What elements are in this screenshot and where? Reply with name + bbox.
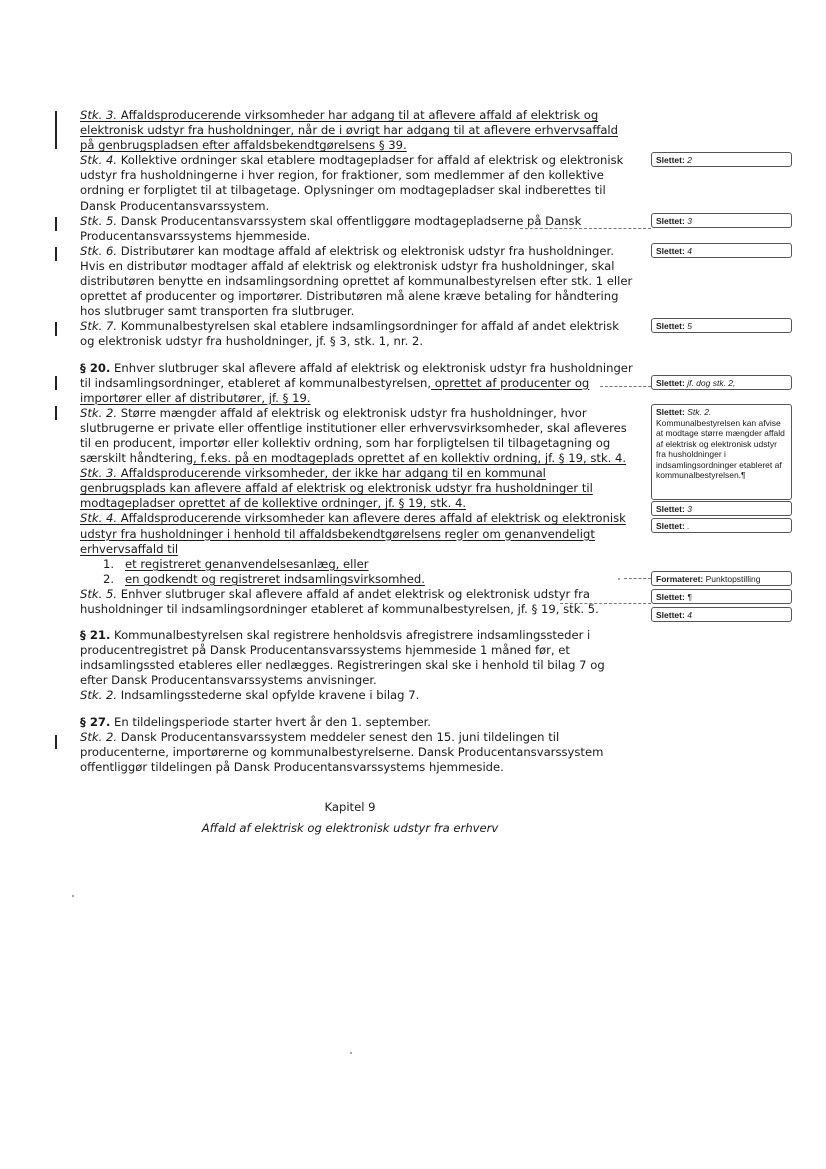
comment-balloon[interactable]: Slettet: . [651,518,792,533]
section-20: § 20. Enhver slutbruger skal aflevere affald af elektrisk og elektronisk udstyr fra husholdninger til indsamlingsordninger, etableret af kommunalbestyrelsen, oprettet af producenter og importører eller af distributører, jf. § 19. [80,360,633,405]
scan-speck [618,578,620,580]
change-bar [55,322,57,336]
section-27: § 27. En tildelingsperiode starter hvert år den 1. september. [80,714,431,729]
change-bar [55,247,57,261]
comment-balloon[interactable]: Formateret: Punktopstilling [651,571,792,586]
paragraph-stk7: Stk. 7. Kommunalbestyrelsen skal etablere indsamlingsordninger for affald af andet elektrisk og elektronisk udstyr fra husholdninger, jf. § 3, stk. 1, nr. 2. [80,319,619,349]
comment-balloon[interactable]: Slettet: 2 [651,152,792,167]
section-27-stk2: Stk. 2. Dansk Producentansvarssystem meddeler senest den 15. juni tildelingen til producenterne, importørerne og kommunalbestyrelserne. Dansk Producentansvarssystem offentliggør tildelingen på Dansk Producentansvarssystems hjemmeside. [80,729,604,774]
comment-connector [624,578,651,579]
section-21: § 21. Kommunalbestyrelsen skal registrere henholdsvis afregistrere indsamlingssteder i producentregistret på Dansk Producentansvarssystems hjemmeside 1 måned før, et indsamlingssted etableres eller nedlægges. Registreringen skal ske i henhold til bilag 7 og efter Dansk Producentansvarssystems anvisninger. [80,628,605,688]
comment-connector [600,386,651,387]
comment-balloon[interactable]: Slettet: 4 [651,607,792,622]
comment-balloon[interactable]: Slettet: 3 [651,213,792,228]
section-20-stk2: Stk. 2. Større mængder affald af elektrisk og elektronisk udstyr fra husholdninger, hvor slutbrugerne er private eller offentlige institutioner eller erhvervsvirksomheder, skal afleveres til en producent, importør eller kollektiv ordning, som har forpligtelsen til tilbagetagning og særskilt håndtering, f.eks. på en modtageplads oprettet af en kollektiv ordning, jf. § 19, stk. 4. [80,405,627,466]
list-item: 2. en godkendt og registreret indsamlingsvirksomhed. [103,571,425,586]
paragraph-stk5: Stk. 5. Dansk Producentansvarssystem skal offentliggøre modtagepladserne på Dansk Producentansvarssystems hjemmeside. [80,213,582,243]
list-item: 1. et registreret genanvendelsesanlæg, eller [103,556,369,571]
change-bar [55,376,57,390]
comment-balloon[interactable]: Slettet: jf. dog stk. 2, [651,375,792,390]
scan-speck [350,1052,352,1054]
section-20-stk4-inserted: Stk. 4. Affaldsproducerende virksomheder kan aflevere deres affald af elektrisk og elektronisk udstyr fra husholdninger i henhold til affaldsbekendtgørelsens regler om genanvendeligt erhvervsaffald til [80,511,626,556]
paragraph-stk4: Stk. 4. Kollektive ordninger skal etablere modtagepladser for affald af elektrisk og elektronisk udstyr fra husholdningerne i hver region, for fraktioner, som medlemmer af den kollektive ordning er forpligtet til at tilbagetage. Oplysninger om modtagepladser skal indberettes til Dansk Producentansvarssystem. [80,153,624,213]
change-bar [55,735,57,749]
change-bar [55,111,57,149]
section-20-stk3-inserted: Stk. 3. Affaldsproducerende virksomheder, der ikke har adgang til en kommunal genbrugsplads kan aflevere affald af elektrisk og elektronisk udstyr fra husholdninger til modtagepladser oprettet af de kollektive ordninger, jf. § 19, stk. 4. [80,466,593,511]
comment-balloon[interactable]: Slettet: ¶ [651,589,792,604]
comment-balloon[interactable]: Slettet: 5 [651,318,792,333]
document-body [65,108,635,836]
paragraph-stk3-inserted: Stk. 3. Affaldsproducerende virksomheder har adgang til at aflevere affald af elektrisk og elektronisk udstyr fra husholdninger, når de i øvrigt har adgang til at aflevere erhvervsaffald på genbrugspladsen efter affaldsbekendtgørelsens § 39. [80,108,619,153]
comment-connector [520,228,651,229]
chapter-title: Affald af elektrisk og elektronisk udstyr fra erhverv [201,821,499,836]
comment-balloon-long[interactable]: Slettet: Stk. 2. Kommunalbestyrelsen kan afvise at modtage større mængder affald af elektrisk og elektronisk udstyr fra husholdninger i indsamlingsordninger etableret af kommunalbestyrelsen.¶ [651,404,792,500]
scan-speck [72,895,74,897]
comment-balloon[interactable]: Slettet: 3 [651,501,792,516]
change-bar [55,406,57,420]
change-bar [55,217,57,231]
numbered-list [65,557,635,587]
section-20-stk5: Stk. 5. Enhver slutbruger skal aflevere affald af andet elektrisk og elektronisk udstyr fra husholdninger til indsamlingsordninger etableret af kommunalbestyrelsen, jf. § 19, stk. 5. [80,586,599,616]
section-21-stk2: Stk. 2. Indsamlingsstederne skal opfylde kravene i bilag 7. [80,688,420,703]
comment-balloon[interactable]: Slettet: 4 [651,243,792,258]
chapter-heading: Kapitel 9 [324,799,376,814]
comment-connector [560,603,651,604]
paragraph-stk6: Stk. 6. Distributører kan modtage affald af elektrisk og elektronisk udstyr fra husholdninger. Hvis en distributør modtager affald af elektrisk og elektronisk udstyr fra husholdninger, skal distributøren benytte en indsamlingsordning oprettet af kommunalbestyrelsen efter stk. 1 eller oprettet af producenter og importører. Distributøren må alene kræve betaling for håndtering hos slutbruger samt transporten fra slutbruger. [80,243,633,319]
